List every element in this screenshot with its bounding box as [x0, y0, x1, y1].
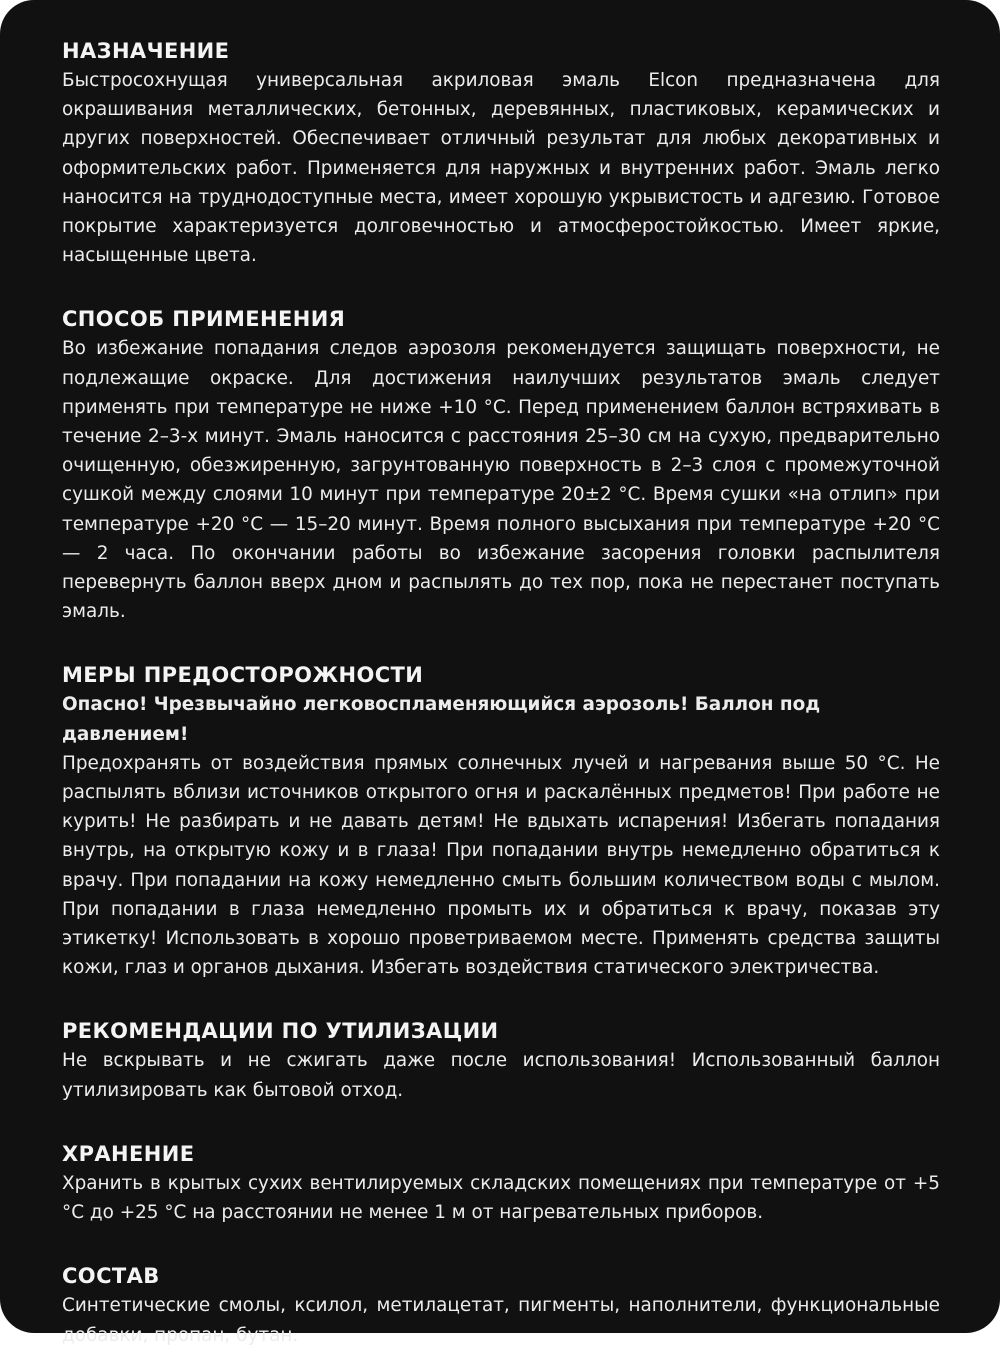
- section-body-composition: Синтетические смолы, ксилол, метилацетат, пигменты, наполнители, функциональные добавки, пропан, бутан.: [62, 1295, 940, 1346]
- section-title-purpose: НАЗНАЧЕНИЕ: [62, 39, 230, 63]
- section-title-disposal: РЕКОМЕНДАЦИИ ПО УТИЛИЗАЦИИ: [62, 1019, 499, 1044]
- section-body-purpose: Быстросохнущая универсальная акриловая эмаль Elcon предназначена для окрашивания металлических, бетонных, деревянных, пластиковых, керамических и других поверхностей. Обеспечивает отличный результат для любых декоративных и оформительских работ. Применяется для наружных и внутренних работ. Эмаль легко наносится на труднодоступные места, имеет хорошую укрывистость и адгезию. Готовое покрытие характеризуется долговечностью и атмосферостойкостью. Имеет яркие, насыщенные цвета.: [62, 70, 940, 267]
- section-title-composition: СОСТАВ: [62, 1264, 160, 1289]
- section-composition: [62, 1261, 940, 1349]
- section-body-precautions: Предохранять от воздействия прямых солнечных лучей и нагревания выше 50 °С. Не распылять вблизи источников открытого огня и раскалённых предметов! При работе не курить! Не разбирать и не давать детям! Не вдыхать испарения! Избегать попадания внутрь, на открытую кожу и в глаза! При попадании внутрь немедленно обратиться к врачу. При попадании на кожу немедленно смыть большим количеством воды с мылом. При попадании в глаза немедленно промыть их и обратиться к врачу, показав эту этикетку! Использовать в хорошо проветриваемом месте. Применять средства защиты кожи, глаз и органов дыхания. Избегать воздействия статического электричества.: [62, 752, 940, 979]
- section-title-usage: СПОСОБ ПРИМЕНЕНИЯ: [62, 307, 346, 332]
- section-content-precautions: [62, 690, 940, 982]
- section-body-storage: Хранить в крытых сухих вентилируемых складских помещениях при температуре от +5 °С до +25 °С на расстоянии не менее 1 м от нагревательных приборов.: [62, 1172, 940, 1224]
- section-body-disposal: Не вскрывать и не сжигать даже после использования! Использованный баллон утилизировать как бытовой отход.: [62, 1050, 940, 1101]
- section-usage: [62, 304, 940, 626]
- section-title-precautions: МЕРЫ ПРЕДОСТОРОЖНОСТИ: [62, 663, 424, 688]
- section-disposal: [62, 1016, 940, 1104]
- section-body-usage: Во избежание попадания следов аэрозоля рекомендуется защищать поверхности, не подлежащие окраске. Для достижения наилучших результатов эмаль следует применять при температуре не ниже +10 °С. Перед применением баллон встряхивать в течение 2–3-х минут. Эмаль наносится с расстояния 25–30 см на сухую, предварительно очищенную, обезжиренную, загрунтованную поверхность в 2–3 слоя с промежуточной сушкой между слоями 10 минут при температуре 20±2 °С. Время сушки «на отлип» при температуре +20 °С — 15–20 минут. Время полного высыхания при температуре +20 °С — 2 часа. По окончании работы во избежание засорения головки распылителя перевернуть баллон вверх дном и распылять до тех пор, пока не перестанет поступать эмаль.: [62, 338, 940, 623]
- hazard-warning: Опасно! Чрезвычайно легковоспламеняющийся аэрозоль! Баллон под давлением!: [62, 694, 821, 745]
- section-precautions: [62, 660, 940, 982]
- section-purpose: [62, 36, 940, 270]
- section-storage: [62, 1139, 940, 1227]
- section-title-storage: ХРАНЕНИЕ: [62, 1141, 195, 1166]
